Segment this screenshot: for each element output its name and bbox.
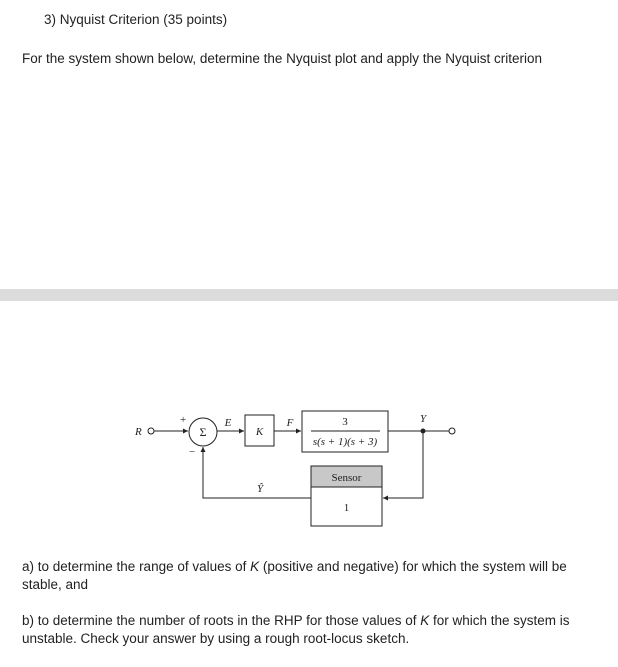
- sensor-title: Sensor: [331, 472, 362, 484]
- part-a-text: a) to determine the range of values of: [22, 559, 251, 574]
- plus-sign: +: [180, 414, 187, 426]
- input-label: R: [135, 426, 142, 438]
- part-a-text-end: (positive and negative) for which the system will be: [259, 559, 567, 574]
- sensor-gain: 1: [343, 502, 350, 514]
- part-b-variable: K: [420, 613, 430, 628]
- part-b-text: b) to determine the number of roots in the RHP for those values of: [22, 613, 421, 628]
- output-terminal: [449, 428, 455, 434]
- plant-numerator: 3: [342, 416, 348, 428]
- gain-output-label: F: [286, 417, 294, 429]
- feedback-label: Ŷ: [256, 483, 264, 495]
- question-title: 3) Nyquist Criterion (35 points): [44, 12, 228, 27]
- feedback-line: [383, 431, 423, 498]
- output-label: Y: [419, 413, 427, 425]
- pickoff-point: [421, 429, 426, 434]
- question-intro: For the system shown below, determine the Nyquist plot and apply the Nyquist criterion: [22, 51, 543, 66]
- part-b-text-end: for which the system is: [429, 613, 570, 628]
- part-a-line1: [22, 558, 567, 576]
- plant-denominator: s(s + 1)(s + 3): [312, 436, 378, 448]
- part-a-variable: K: [250, 559, 260, 574]
- error-label: E: [224, 417, 232, 429]
- gain-label: K: [255, 426, 264, 438]
- input-terminal: [148, 428, 154, 434]
- part-b-line1: [22, 612, 570, 630]
- minus-sign: −: [189, 446, 196, 458]
- part-a-line2: stable, and: [22, 577, 89, 592]
- part-b-line2: unstable. Check your answer by using a rough root-locus sketch.: [22, 631, 410, 646]
- summer-symbol: Σ: [199, 425, 207, 439]
